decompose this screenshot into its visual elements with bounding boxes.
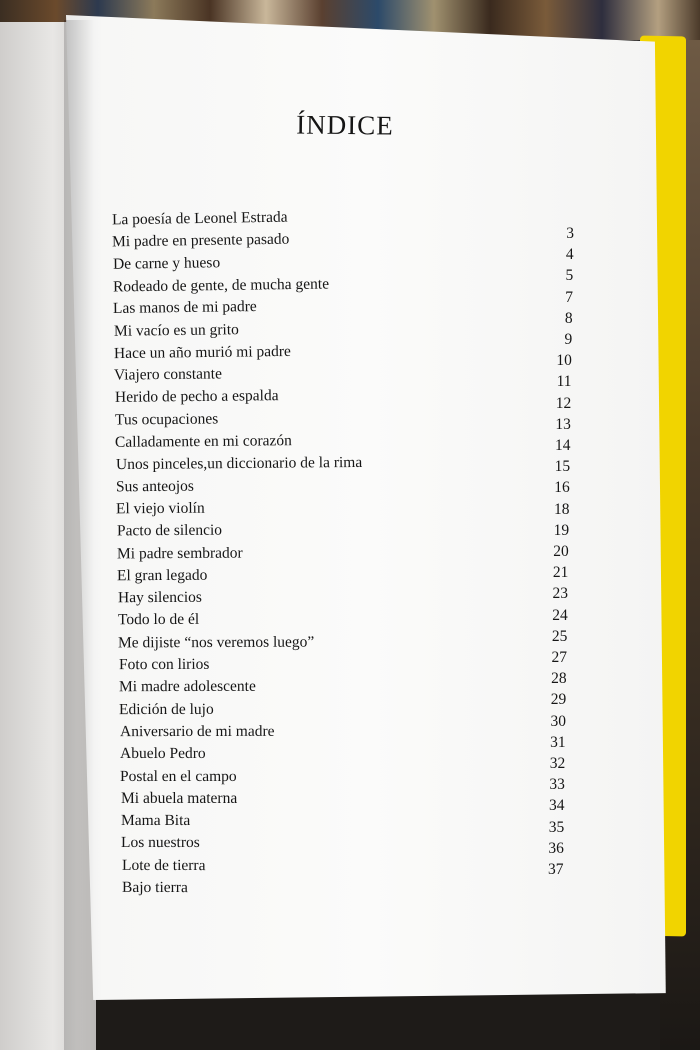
toc-entry-page: 10 (556, 352, 572, 370)
toc-entry-page: 16 (554, 479, 570, 497)
toc-entry-title: Viajero constante (114, 365, 223, 384)
toc-entry-title: Mi padre sembrador (116, 544, 243, 562)
toc-entry-page: 28 (551, 670, 567, 688)
toc-entry-page: 4 (565, 246, 574, 264)
toc-entry-title: El gran legado (117, 566, 208, 585)
toc-entry-title: Tus ocupaciones (114, 410, 219, 429)
toc-entry-title: Los nuestros (121, 834, 201, 852)
toc-entry-title: Mama Bita (120, 812, 191, 830)
toc-entry-page: 23 (552, 585, 569, 603)
toc-entry-page: 18 (553, 500, 570, 518)
toc-entry-title: Lote de tierra (121, 856, 206, 874)
toc-entry-page: 24 (552, 606, 568, 624)
toc-entry-title: Sus anteojos (115, 477, 194, 495)
toc-entry-title: Foto con lirios (118, 655, 210, 674)
toc-entry-title: Bajo tierra (121, 878, 188, 897)
toc-entry-page: 3 (566, 225, 574, 242)
toc-entry-title: Las manos de mi padre (113, 298, 258, 318)
toc-entry-title: Hace un año murió mi padre (113, 342, 291, 362)
toc-entry-page: 20 (553, 543, 569, 560)
toc-entry-page: 12 (555, 394, 572, 412)
toc-entry-page: 36 (548, 839, 564, 857)
toc-entry-page: 27 (551, 649, 567, 666)
toc-entry-title: Herido de pecho a espalda (114, 387, 279, 407)
toc-entry-title: Rodeado de gente, de mucha gente (112, 275, 330, 296)
toc-entry-page: 37 (548, 861, 564, 878)
toc-entry-page: 5 (565, 267, 574, 285)
toc-entry-title: Aniversario de mi madre (119, 722, 275, 741)
toc-entry-title: El viejo violín (116, 499, 206, 518)
toc-entry-page: 35 (548, 818, 565, 836)
toc-entry-page: 11 (556, 373, 572, 391)
toc-entry-page: 19 (553, 521, 570, 539)
toc-entry-title: Pacto de silencio (116, 521, 222, 540)
toc-entry-page: 30 (550, 712, 566, 730)
toc-entry-title: Edición de lujo (119, 700, 214, 718)
toc-entry-page: 8 (564, 309, 573, 327)
toc-entry-page: 21 (552, 564, 569, 582)
toc-entry-page: 13 (555, 415, 571, 433)
toc-entry-title: Mi abuela materna (120, 789, 237, 807)
toc-entry-title: Me dijiste “nos veremos luego” (118, 633, 315, 652)
toc-entry-page: 7 (565, 288, 573, 306)
toc-entry-page: 32 (549, 755, 566, 772)
index-heading: ÍNDICE (296, 109, 394, 141)
toc-entry-page: 9 (564, 331, 573, 348)
toc-entry-page: 25 (551, 627, 568, 645)
toc-entry-title: Abuelo Pedro (119, 745, 206, 763)
toc-entry-title: Mi madre adolescente (118, 678, 256, 696)
toc-entry-title: Mi padre en presente pasado (112, 230, 290, 251)
toc-entry-title: La poesía de Leonel Estrada (111, 208, 288, 229)
book-gutter-shadow (64, 20, 94, 1050)
toc-entry-title: Hay silencios (117, 588, 202, 607)
toc-entry-page: 15 (554, 458, 571, 476)
toc-entry-page: 34 (549, 797, 565, 815)
toc-entry-title: Calladamente en mi corazón (115, 432, 293, 451)
toc-entry-title: De carne y hueso (112, 253, 220, 273)
toc-entry-page: 33 (549, 776, 565, 794)
toc-entry-title: Todo lo de él (117, 611, 200, 629)
toc-entry-page: 14 (555, 437, 571, 454)
toc-entry-title: Mi vacío es un grito (113, 320, 239, 340)
toc-entry-title: Postal en el campo (120, 767, 237, 785)
toc-entry-page: 31 (550, 733, 566, 751)
toc-entry-page: 29 (550, 691, 567, 709)
toc-entry-title: Unos pinceles,un diccionario de la rima (115, 454, 362, 474)
